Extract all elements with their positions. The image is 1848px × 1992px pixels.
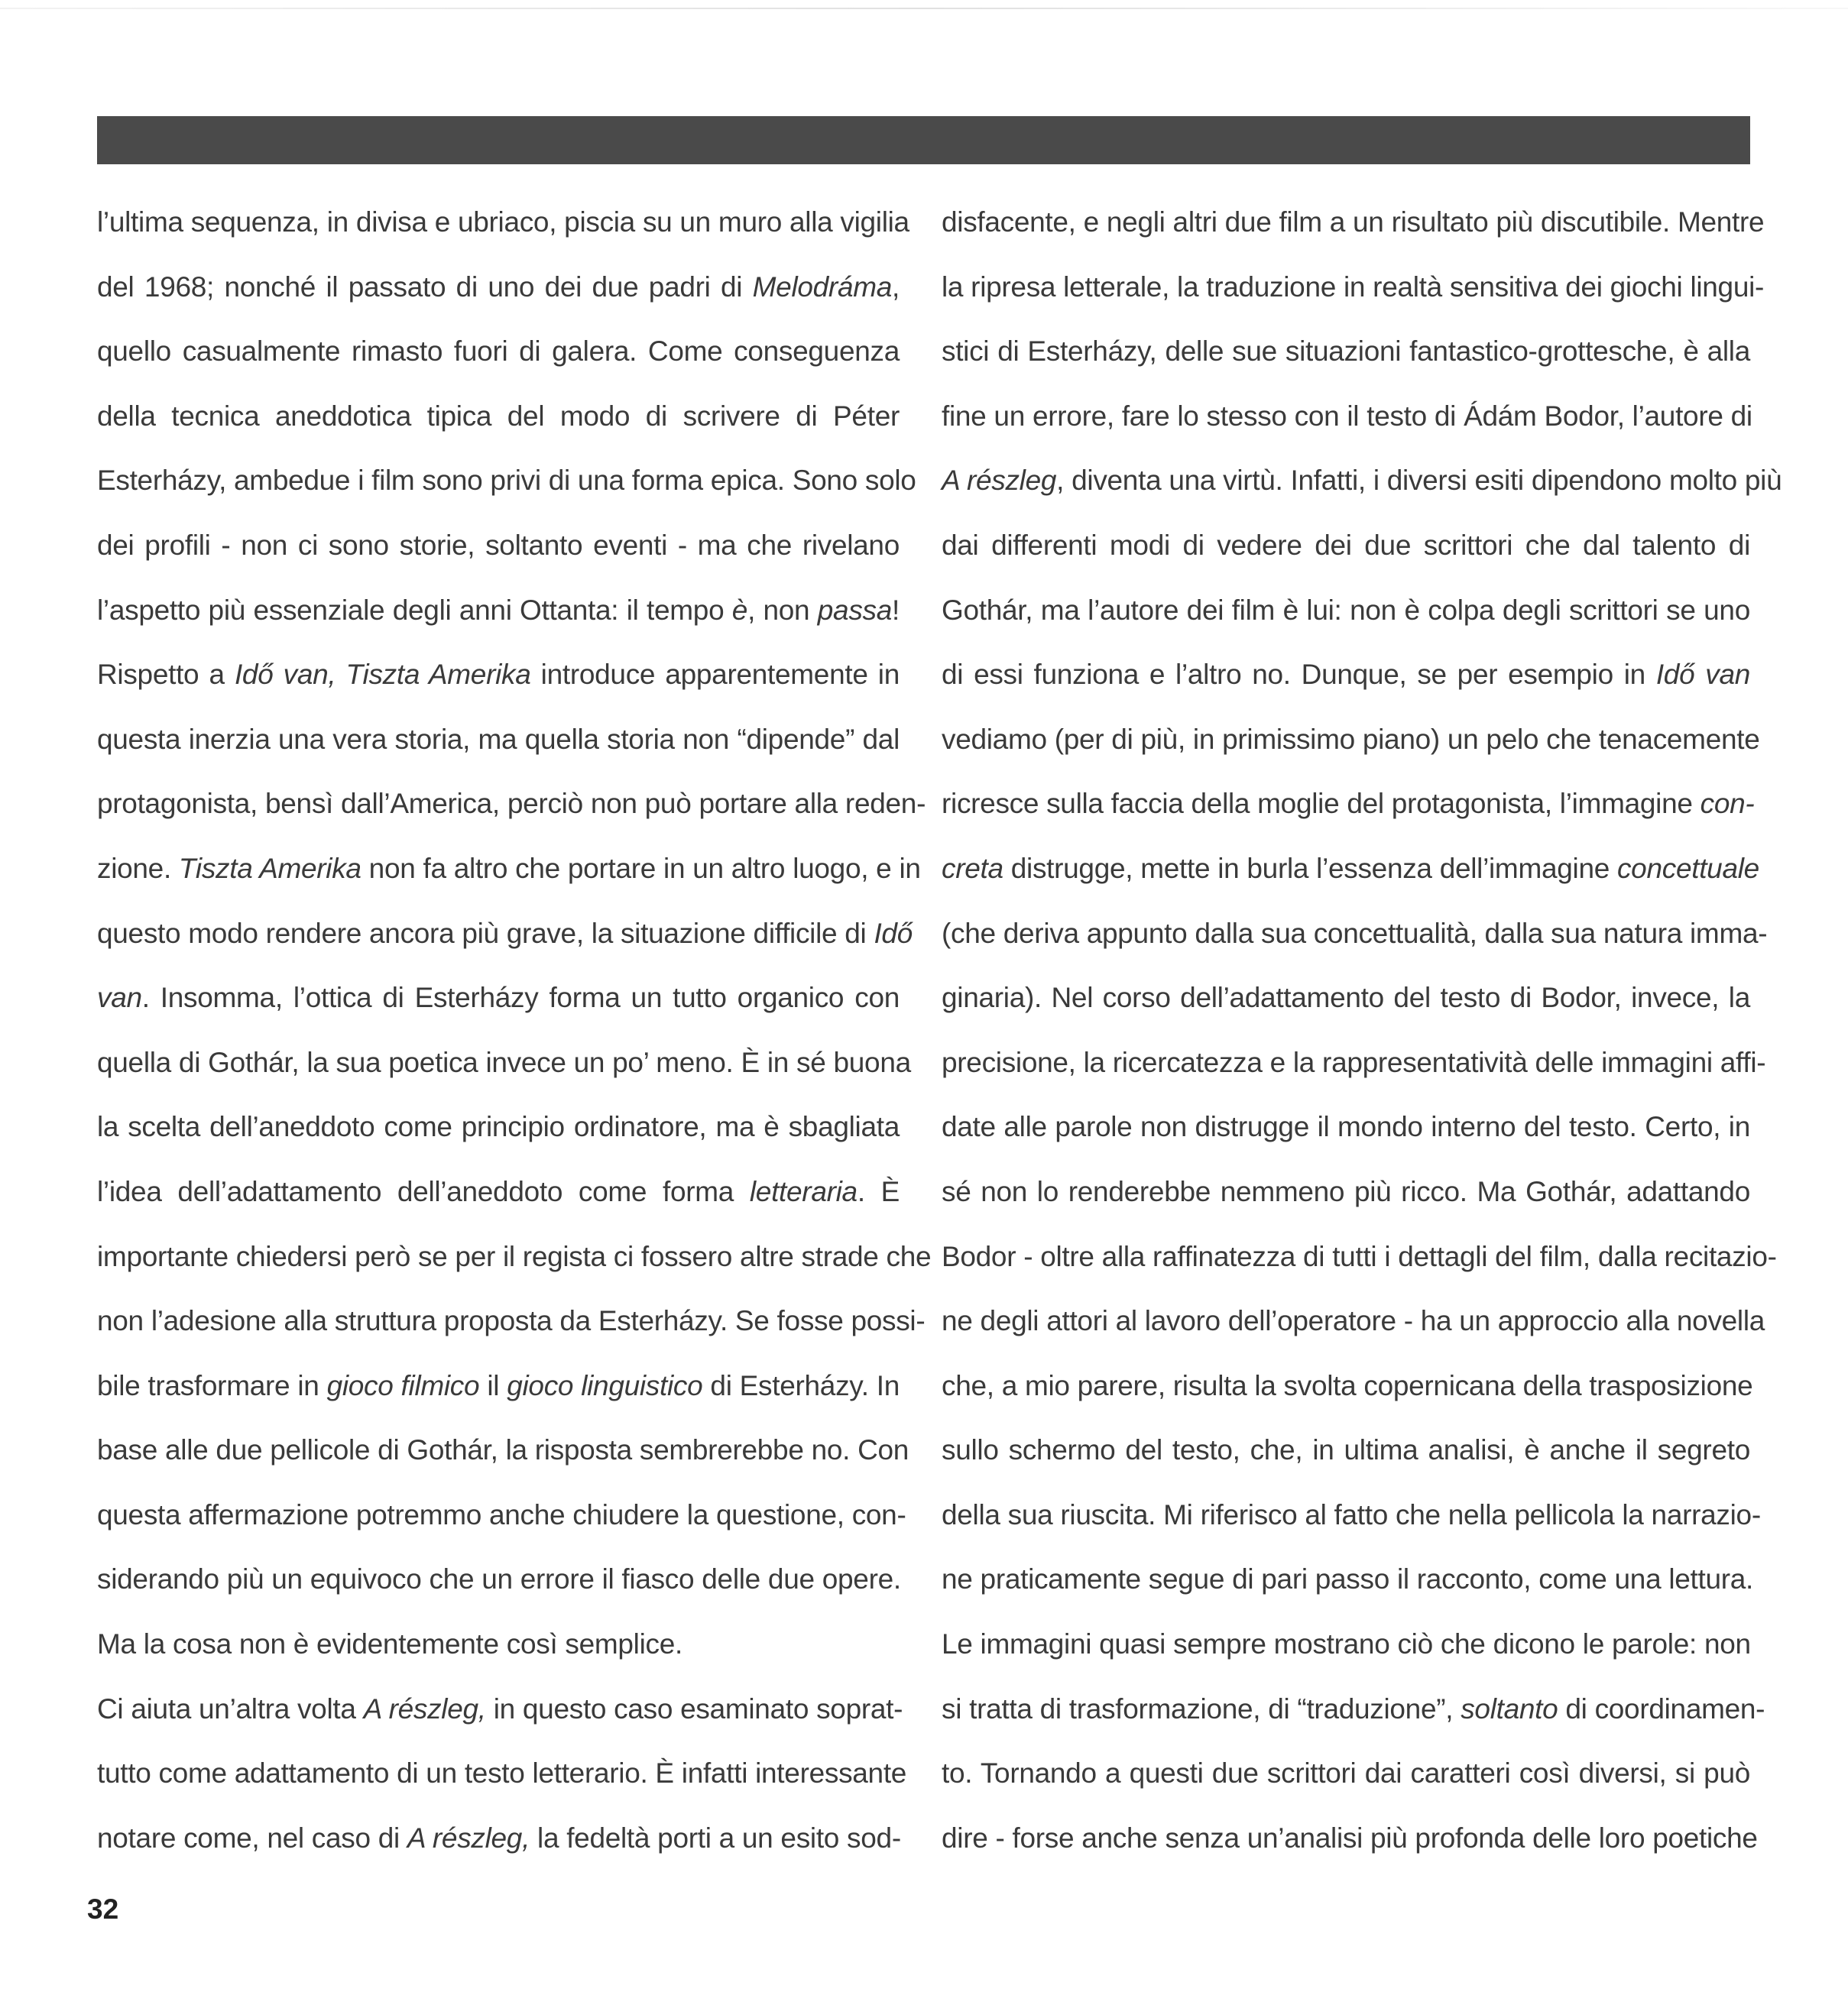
text-line: A részleg, diventa una virtù. Infatti, i diversi esiti dipendono molto più [942,465,1782,497]
text-line: van. Insomma, l’ottica di Esterházy forma un tutto organico con [97,982,900,1014]
italic-title: concettuale [1616,852,1759,884]
text-line: tutto come adattamento di un testo letterario. È infatti interessante [97,1757,907,1790]
italic-title: letteraria [749,1175,858,1207]
italic-title: Melodráma [752,270,893,303]
italic-title: è [731,594,748,626]
text-line: bile trasformare in gioco filmico il gioco linguistico di Esterházy. In [97,1369,900,1401]
header-bar [97,116,1750,164]
italic-title: Idő van, Tiszta Amerika [234,659,531,691]
text-line: siderando più un equivoco che un errore il fiasco delle due opere. [97,1563,901,1595]
text-line: la scelta dell’aneddoto come principio ordinatore, ma è sbagliata [97,1111,900,1143]
text-line: ne degli attori al lavoro dell’operatore - ha un approccio alla novella [942,1305,1765,1337]
italic-title: passa [817,594,893,626]
italic-title: Idő [874,917,913,949]
text-line: importante chiedersi però se per il regista ci fossero altre strade che [97,1240,932,1272]
text-line: del 1968; nonché il passato di uno dei due padri di Melodráma, [97,270,900,303]
text-line: ricresce sulla faccia della moglie del protagonista, l’immagine con- [942,788,1755,820]
text-line: dai differenti modi di vedere dei due scrittori che dal talento di [942,529,1750,561]
left-text-column [97,197,932,1877]
italic-title: A részleg, [407,1822,530,1854]
text-line: Bodor - oltre alla raffinatezza di tutti i dettagli del film, dalla recitazio- [942,1240,1777,1272]
text-line: sé non lo renderebbe nemmeno più ricco. Ma Gothár, adattando [942,1175,1750,1207]
text-line: questa inerzia una vera storia, ma quella storia non “dipende” dal [97,723,900,755]
scan-edge-mark [0,8,1848,9]
text-line: ne praticamente segue di pari passo il racconto, come una lettura. [942,1563,1754,1595]
italic-title: gioco filmico [326,1369,480,1401]
text-line: zione. Tiszta Amerika non fa altro che portare in un altro luogo, e in [97,852,921,884]
text-line: questo modo rendere ancora più grave, la situazione difficile di Idő [97,917,913,949]
text-line: quella di Gothár, la sua poetica invece un po’ meno. È in sé buona [97,1046,911,1078]
italic-title: A részleg [942,465,1057,497]
text-line: l’aspetto più essenziale degli anni Ottanta: il tempo è, non passa! [97,594,900,626]
text-line: stici di Esterházy, delle sue situazioni fantastico-grottesche, è alla [942,335,1750,368]
text-line: fine un errore, fare lo stesso con il testo di Ádám Bodor, l’autore di [942,400,1752,432]
text-line: sullo schermo del testo, che, in ultima analisi, è anche il segreto [942,1434,1750,1466]
italic-title: Idő van [1655,659,1750,691]
text-line: protagonista, bensì dall’America, perciò non può portare alla reden- [97,788,926,820]
text-line: quello casualmente rimasto fuori di galera. Come conseguenza [97,335,900,368]
text-line: notare come, nel caso di A részleg, la fedeltà porti a un esito sod- [97,1822,901,1854]
italic-title: gioco linguistico [507,1369,703,1401]
text-line: questa affermazione potremmo anche chiudere la questione, con- [97,1498,906,1530]
italic-title: van [97,982,142,1014]
italic-title: Tiszta Amerika [178,852,361,884]
text-line: date alle parole non distrugge il mondo interno del testo. Certo, in [942,1111,1750,1143]
text-line: della sua riuscita. Mi riferisco al fatto che nella pellicola la narrazio- [942,1498,1761,1530]
text-line: la ripresa letterale, la traduzione in realtà sensitiva dei giochi lingui- [942,270,1765,303]
text-line: Ma la cosa non è evidentemente così semplice. [97,1628,682,1660]
text-line: non l’adesione alla struttura proposta da Esterházy. Se fosse possi- [97,1305,926,1337]
italic-title: A részleg, [363,1692,486,1725]
text-line: (che deriva appunto dalla sua concettualità, dalla sua natura imma- [942,917,1768,949]
text-line: Gothár, ma l’autore dei film è lui: non è colpa degli scrittori se uno [942,594,1750,626]
text-line: dei profili - non ci sono storie, soltanto eventi - ma che rivelano [97,529,900,561]
italic-title: creta [942,852,1003,884]
text-line: Esterházy, ambedue i film sono privi di una forma epica. Sono solo [97,465,916,497]
italic-title: soltanto [1461,1692,1558,1725]
text-line: base alle due pellicole di Gothár, la risposta sembrerebbe no. Con [97,1434,909,1466]
italic-title: con- [1700,788,1755,820]
text-line: che, a mio parere, risulta la svolta copernicana della trasposizione [942,1369,1753,1401]
text-line: Ci aiuta un’altra volta A részleg, in questo caso esaminato soprat- [97,1692,903,1725]
text-line: vediamo (per di più, in primissimo piano) un pelo che tenacemente [942,723,1760,755]
text-line: Le immagini quasi sempre mostrano ciò che dicono le parole: non [942,1628,1751,1660]
text-line: si tratta di trasformazione, di “traduzione”, soltanto di coordinamen- [942,1692,1765,1725]
text-line: creta distrugge, mette in burla l’essenza dell’immagine concettuale [942,852,1759,884]
text-line: dire - forse anche senza un’analisi più profonda delle loro poetiche [942,1822,1758,1854]
page-number: 32 [87,1893,119,1925]
text-line: Rispetto a Idő van, Tiszta Amerika introduce apparentemente in [97,659,900,691]
text-line: della tecnica aneddotica tipica del modo di scrivere di Péter [97,400,900,432]
text-line: l’ultima sequenza, in divisa e ubriaco, piscia su un muro alla vigilia [97,206,909,238]
text-line: to. Tornando a questi due scrittori dai caratteri così diversi, si può [942,1757,1750,1790]
text-line: precisione, la ricercatezza e la rappresentatività delle immagini affi- [942,1046,1766,1078]
right-text-column [942,197,1782,1877]
text-line: disfacente, e negli altri due film a un risultato più discutibile. Mentre [942,206,1765,238]
text-line: ginaria). Nel corso dell’adattamento del testo di Bodor, invece, la [942,982,1750,1014]
text-line: l’idea dell’adattamento dell’aneddoto come forma letteraria. È [97,1175,900,1207]
text-line: di essi funziona e l’altro no. Dunque, se per esempio in Idő van [942,659,1750,691]
